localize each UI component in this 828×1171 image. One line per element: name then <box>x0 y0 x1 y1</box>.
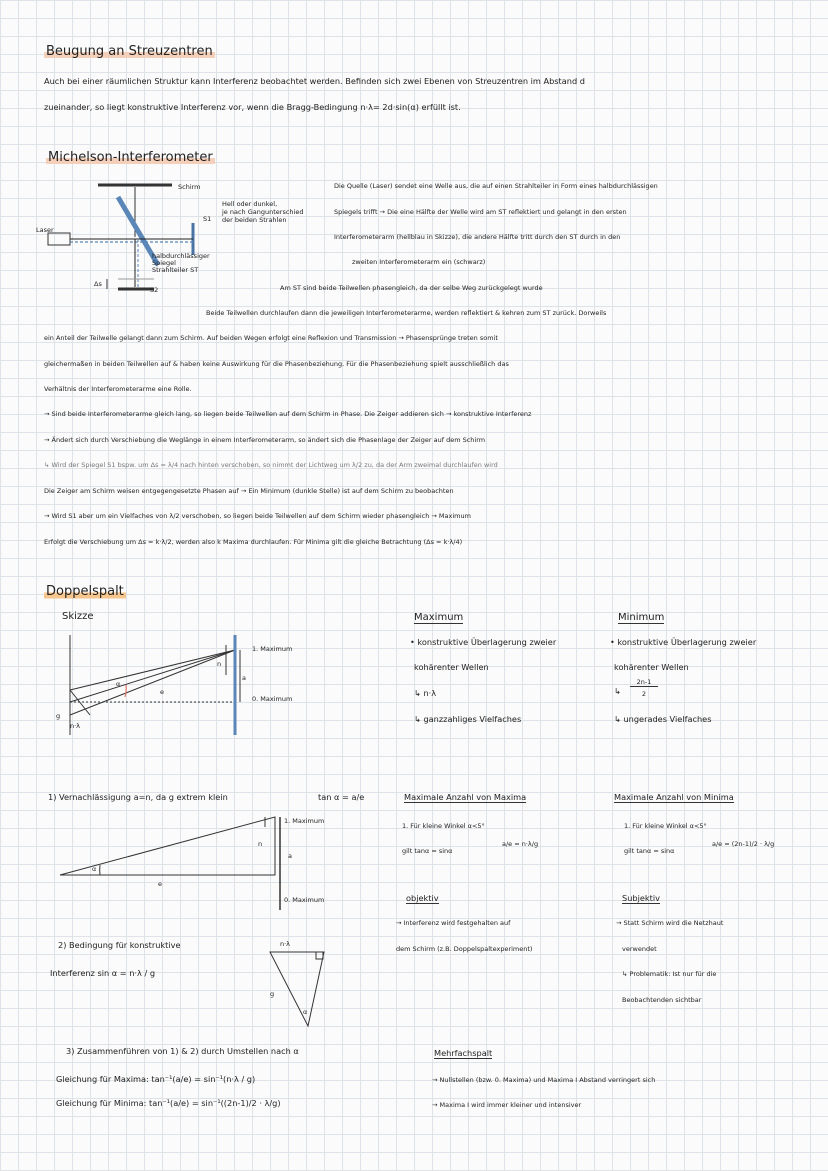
michelson-st-label-3: Strahlteiler ST <box>152 266 199 274</box>
michelson-line-2: Beide Teilwellen durchlaufen dann die jeweiligen Interferometerarme, werden reflektiert & kehren zum ST zurück. Dorweils <box>206 309 607 317</box>
michelson-right-line-2: Spiegels trifft → Die eine Hälfte der Welle wird am ST reflektiert und gelangt in den ersten <box>334 208 627 216</box>
doppelspalt-sketch <box>60 635 260 735</box>
sketch-alpha: α <box>116 680 121 688</box>
sketch-a: a <box>242 674 246 682</box>
min-count-line-1: 1. Für kleine Winkel α<5° <box>624 822 707 830</box>
michelson-line-5: Verhältnis der Interferometerarme eine Rolle. <box>44 385 192 393</box>
michelson-s2-label: S2 <box>150 286 159 294</box>
step1-formula: tan α = a/e <box>318 792 365 802</box>
step3-title: 3) Zusammenführen von 1) & 2) durch Umstellen nach α <box>66 1046 299 1056</box>
michelson-line-6: → Sind beide Interferometerarme gleich lang, so liegen beide Teilwellen auf dem Schirm in Phase. Die Zeiger addieren sich → konstruktive Interferenz <box>44 410 532 418</box>
minimum-line-4: ↳ ungerades Vielfaches <box>614 714 712 724</box>
sketch-nl: n·λ <box>70 722 81 730</box>
objektiv-title: objektiv <box>406 893 439 903</box>
step2-triangle <box>268 950 328 1030</box>
michelson-note-1: Hell oder dunkel, <box>222 200 278 208</box>
max-count-title: Maximale Anzahl von Maxima <box>404 792 527 802</box>
step1-alpha: α <box>92 865 97 873</box>
min-count-formula: a/e = (2n-1)/2 · λ/g <box>712 840 775 848</box>
maximum-line-1: • konstruktive Überlagerung zweier <box>410 637 557 647</box>
max-count-formula: a/e = n·λ/g <box>502 840 539 848</box>
michelson-line-7: → Ändert sich durch Verschiebung die Weglänge in einem Interferometerarm, so ändert sich die Phasenlage der Zeiger auf dem Schirm <box>44 436 486 444</box>
subjektiv-line-2: verwendet <box>622 945 657 953</box>
subjektiv-line-4: Beobachtenden sichtbar <box>622 996 702 1004</box>
michelson-line-10: → Wird S1 aber um ein Vielfaches von λ/2 verschoben, so liegen beide Teilwellen auf dem Schirm wieder phasengleich → Maximum <box>44 512 471 520</box>
step1-max0: 0. Maximum <box>284 896 325 904</box>
sketch-max0: 0. Maximum <box>252 695 293 703</box>
michelson-right-line-3: Interferometerarm (hellblau in Skizze), die andere Hälfte tritt durch den ST durch in den <box>334 233 621 241</box>
michelson-laser-label: Laser <box>36 226 54 234</box>
max-count-line-2: gilt tanα = sinα <box>402 847 453 855</box>
step1-n: n <box>258 840 263 848</box>
minimum-line-1: • konstruktive Überlagerung zweier <box>610 637 757 647</box>
subjektiv-title: Subjektiv <box>622 893 660 903</box>
michelson-diagram <box>30 175 330 300</box>
minimum-line-3-num: 2n-1 <box>630 678 658 687</box>
minimum-line-3-arrow: ↳ <box>614 686 621 696</box>
sketch-e: e <box>160 688 164 696</box>
michelson-line-9: Die Zeiger am Schirm weisen entgegengesetzte Phasen auf → Ein Minimum (dunkle Stelle) ist auf dem Schirm zu beobachten <box>44 487 454 495</box>
michelson-st-label-1: halbdurchlässiger <box>152 252 210 260</box>
step2-alpha: α <box>303 1008 308 1016</box>
min-count-line-2: gilt tanα = sinα <box>624 847 675 855</box>
mehrfach-line-1: → Nullstellen (bzw. 0. Maxima) und Maxima I Abstand verringert sich <box>432 1076 656 1084</box>
maximum-title: Maximum <box>414 612 464 623</box>
step2-line-2: Interferenz sin α = n·λ / g <box>50 968 156 978</box>
beugung-line-1: Auch bei einer räumlichen Struktur kann Interferenz beobachtet werden. Befinden sich zwei Ebenen von Streuzentren im Abstand d <box>44 76 585 86</box>
michelson-st-label-2: Spiegel <box>152 259 176 267</box>
step2-nl: n·λ <box>280 940 291 948</box>
maximum-line-4: ↳ ganzzahliges Vielfaches <box>414 714 522 724</box>
subjektiv-line-3: ↳ Problematik: Ist nur für die <box>622 970 717 978</box>
michelson-line-4: gleichermaßen in beiden Teilwellen auf & haben keine Auswirkung für die Phasenbeziehung. Für die Phasenbeziehung spielt ausschließlich das <box>44 360 509 368</box>
sketch-n: n <box>217 660 222 668</box>
minimum-line-3-den: 2 <box>641 690 647 698</box>
step2-line-1: 2) Bedingung für konstruktive <box>58 940 181 950</box>
step1-text: 1) Vernachlässigung a=n, da g extrem klein <box>48 792 228 802</box>
step3-max: Gleichung für Maxima: tan⁻¹(a/e) = sin⁻¹(n·λ / g) <box>56 1074 256 1084</box>
skizze-label: Skizze <box>62 611 94 622</box>
michelson-right-line-4: zweiten Interferometerarm ein (schwarz) <box>352 258 486 266</box>
michelson-title: Michelson-Interferometer <box>48 150 213 165</box>
sketch-max1: 1. Maximum <box>252 645 293 653</box>
michelson-line-3: ein Anteil der Teilwelle gelangt dann zum Schirm. Auf beiden Wegen erfolgt eine Reflexion und Transmission → Phasensprünge treten somit <box>44 334 498 342</box>
michelson-note-3: der beiden Strahlen <box>222 216 287 224</box>
michelson-line-1: Am ST sind beide Teilwellen phasengleich, da der selbe Weg zurückgelegt wurde <box>280 284 543 292</box>
subjektiv-line-1: → Statt Schirm wird die Netzhaut <box>616 919 724 927</box>
michelson-line-8: ↳ Wird der Spiegel S1 bspw. um Δs = λ/4 nach hinten verschoben, so nimmt der Lichtweg um λ/2 zu, da der Arm zweimal durchlaufen wird <box>44 461 498 469</box>
maximum-line-3: ↳ n·λ <box>414 688 437 698</box>
step1-e: e <box>158 880 162 888</box>
objektiv-line-2: dem Schirm (z.B. Doppelspaltexperiment) <box>396 945 533 953</box>
min-count-title: Maximale Anzahl von Minima <box>614 792 734 802</box>
mehrfach-line-2: → Maxima I wird immer kleiner und intensiver <box>432 1101 582 1109</box>
step2-g: g <box>270 990 275 998</box>
mehrfach-title: Mehrfachspalt <box>434 1048 493 1058</box>
sketch-g: g <box>56 712 61 720</box>
beugung-title: Beugung an Streuzentren <box>46 44 213 59</box>
step1-max1: 1. Maximum <box>284 817 325 825</box>
step1-a: a <box>288 852 292 860</box>
michelson-schirm-label: Schirm <box>178 183 201 191</box>
beugung-line-2: zueinander, so liegt konstruktive Interferenz vor, wenn die Bragg-Bedingung n·λ= 2d·sin(α) erfüllt ist. <box>44 102 461 112</box>
max-count-line-1: 1. Für kleine Winkel α<5° <box>402 822 485 830</box>
michelson-s1-label: S1 <box>203 215 212 223</box>
maximum-line-2: kohärenter Wellen <box>414 662 489 672</box>
michelson-line-11: Erfolgt die Verschiebung um Δs = k·λ/2, werden also k Maxima durchlaufen. Für Minima gilt die gleiche Betrachtung (Δs = k·λ/4) <box>44 538 463 546</box>
michelson-ds-label: Δs <box>94 280 102 288</box>
minimum-line-2: kohärenter Wellen <box>614 662 689 672</box>
michelson-right-line-1: Die Quelle (Laser) sendet eine Welle aus, die auf einen Strahlteiler in Form eines halbdurchlässigen <box>334 182 658 190</box>
michelson-note-2: je nach Gangunterschied <box>222 208 304 216</box>
minimum-title: Minimum <box>618 612 665 623</box>
objektiv-line-1: → Interferenz wird festgehalten auf <box>396 919 511 927</box>
doppelspalt-title: Doppelspalt <box>46 584 124 599</box>
step3-min: Gleichung für Minima: tan⁻¹(a/e) = sin⁻¹((2n-1)/2 · λ/g) <box>56 1098 281 1108</box>
